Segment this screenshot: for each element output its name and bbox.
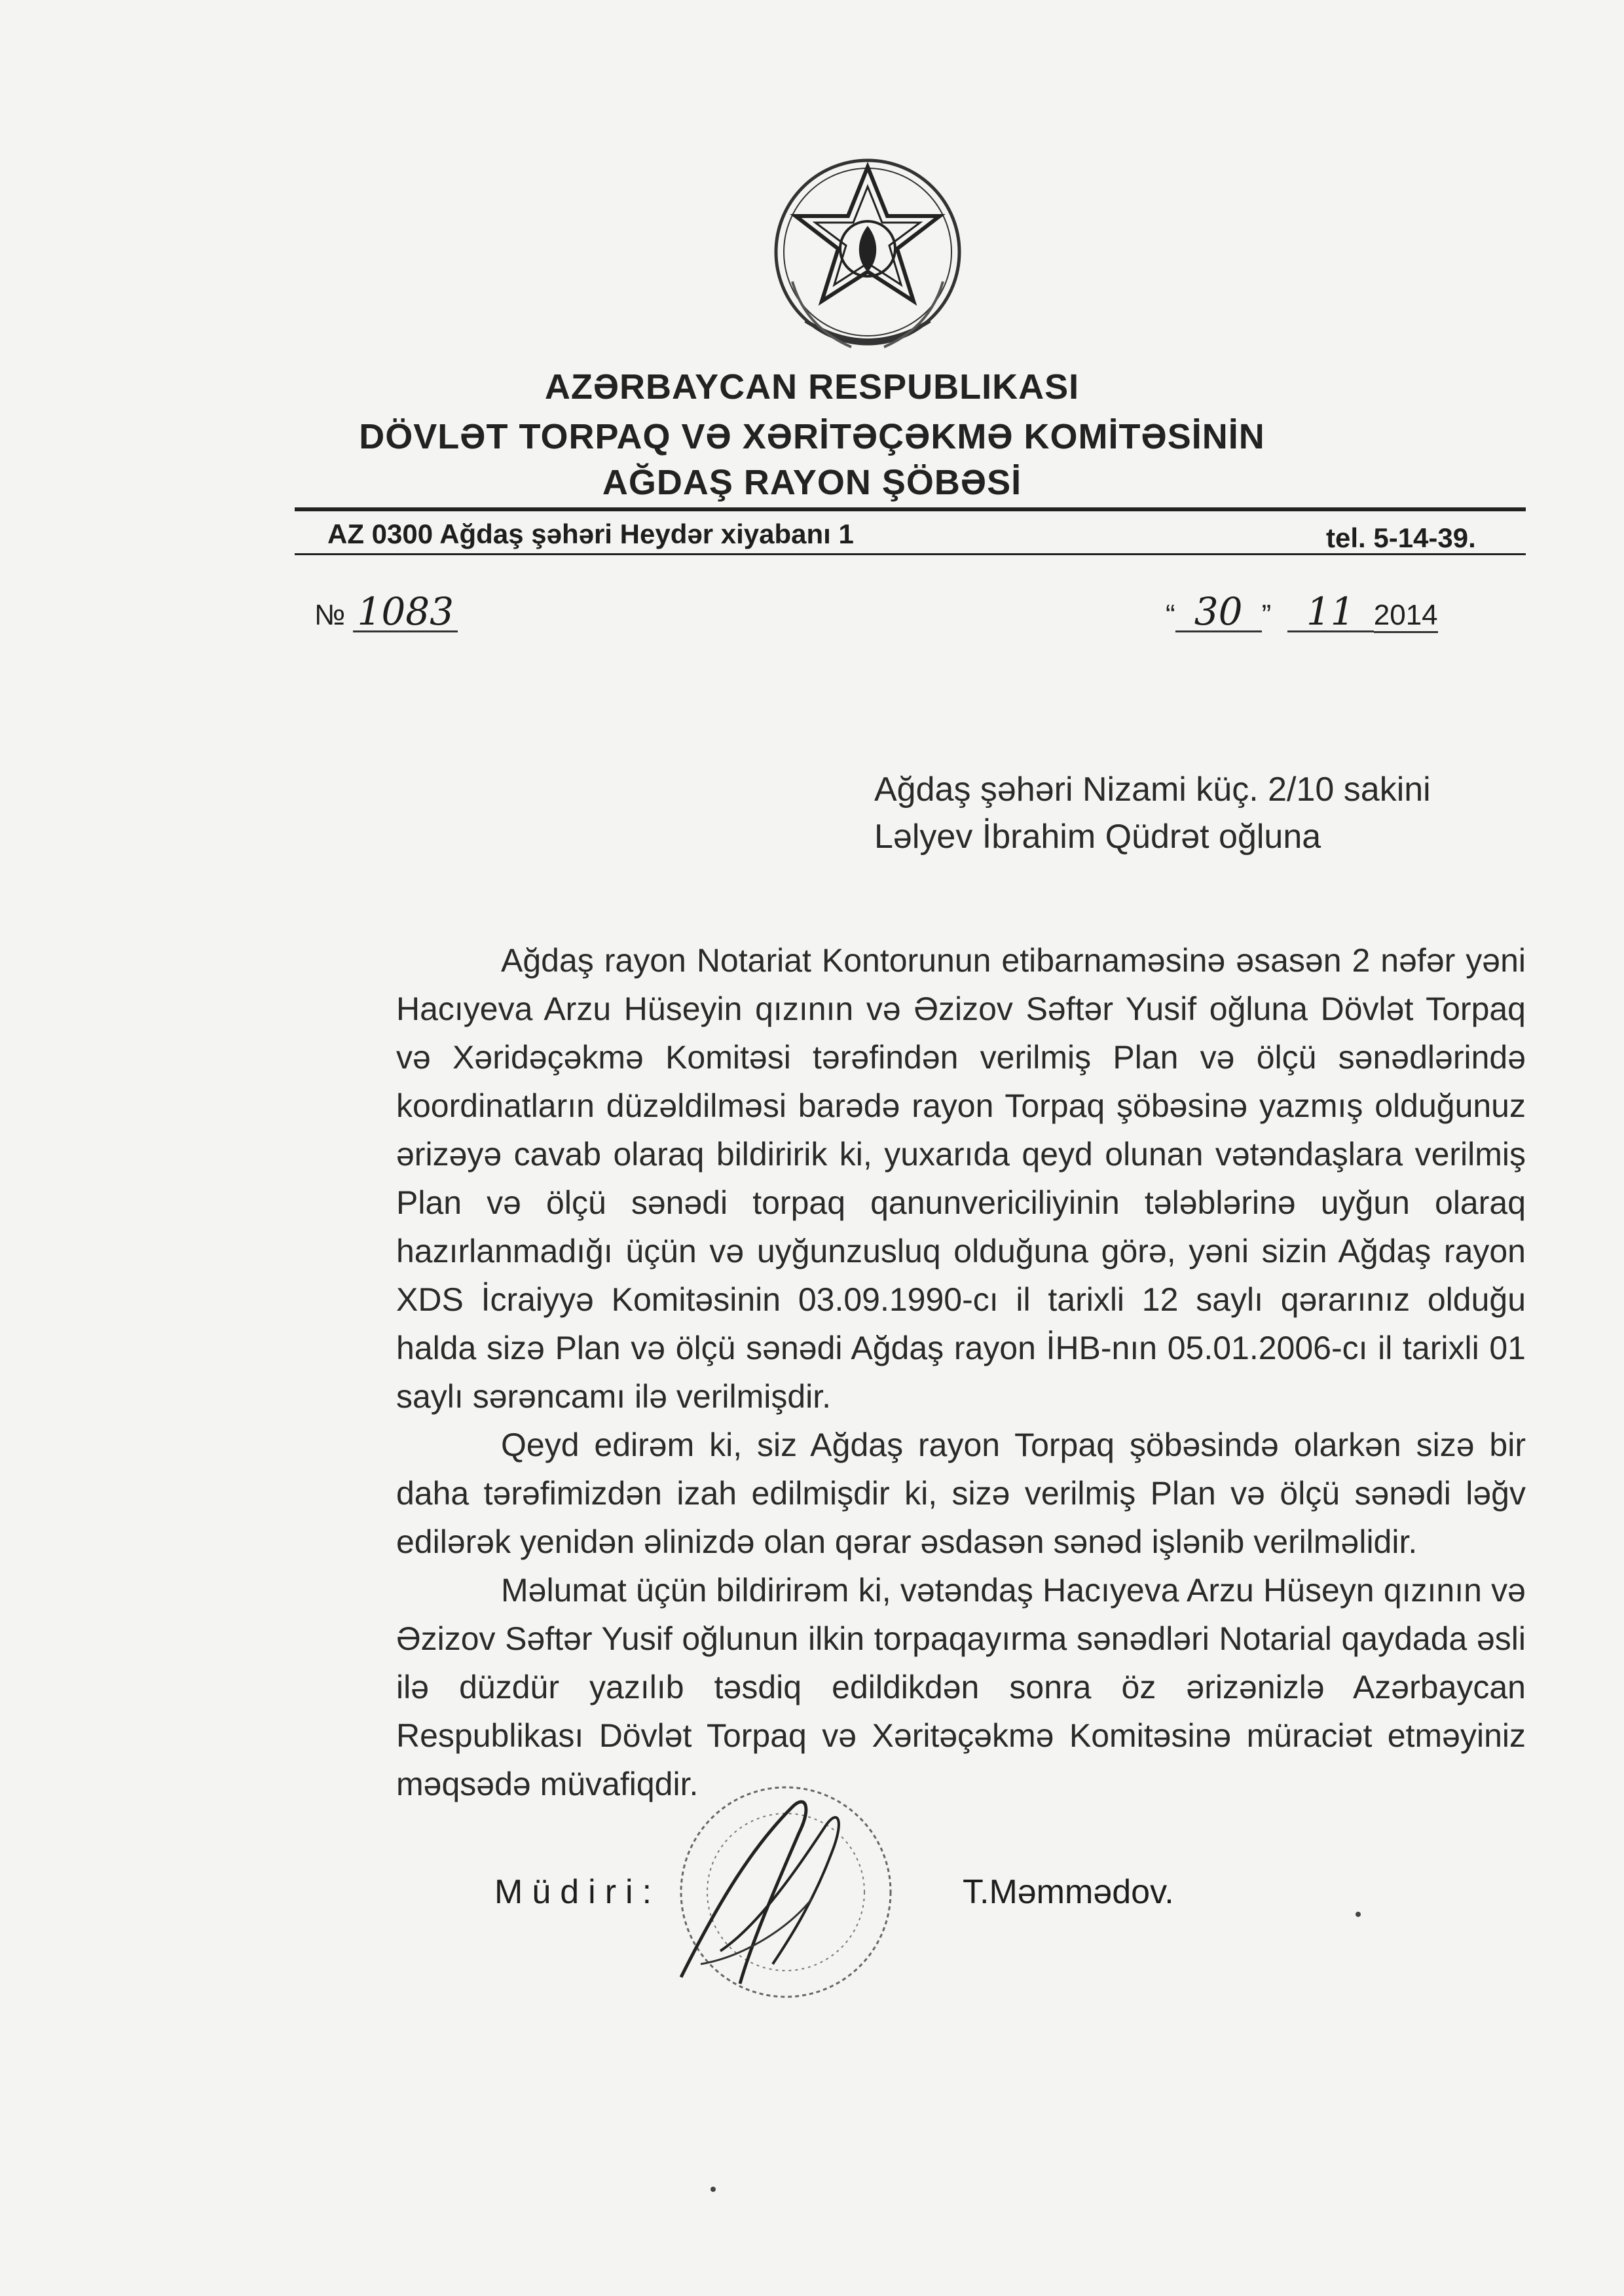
body-paragraph-1: Ağdaş rayon Notariat Kontorunun etibarnaməsinə əsasən 2 nəfər yəni Hacıyeva Arzu Hüseyin qızının və Əzizov Səftər Yusif oğluna Dövlət Torpaq və Xəridəçəkmə Komitəsi tərəfindən verilmiş Plan və ölçü sənədlərində koordinatların düzəldilməsi barədə rayon Torpaq şöbəsinə yazmış olduğunuz ərizəyə cavab olaraq bildiririk ki, yuxarıda qeyd olunan vətəndaşlara verilmiş Plan və ölçü sənədi torpaq qanunvericiliyinin tələblərinə uyğun olaraq hazırlanmadığı üçün və uyğunzusluq olduğuna görə, yəni sizin Ağdaş rayon XDS İcraiyyə Komitəsinin 03.09.1990-cı il tarixli 12 saylı qərarınız olduğu halda sizə Plan və ölçü sənədi Ağdaş rayon İHB-nın 05.01.2006-cı il tarixli 01 saylı sərəncamı ilə verilmişdir. [396, 942, 1526, 1415]
body-paragraph-3: Məlumat üçün bildirirəm ki, vətəndaş Hacıyeva Arzu Hüseyn qızının və Əzizov Səftər Yusif oğlunun ilkin torpaqayırma sənədləri Notarial qaydada əsli ilə düzdür yazılıb təsdiq edildikdən sonra öz ərizənizlə Azərbaycan Respublikası Dövlət Torpaq və Xəritəçəkmə Komitəsinə müraciət etməyiniz məqsədə müvafiqdir. [396, 1572, 1526, 1802]
body-paragraph-2: Qeyd edirəm ki, siz Ağdaş rayon Torpaq şöbəsində olarkən sizə bir daha tərəfimizdən izah edilmişdir ki, sizə verilmiş Plan və ölçü sənədi ləğv edilərək yenidən əlinizdə olan qərar əsdasən sənəd işlənib verilməlidir. [396, 1427, 1526, 1560]
document-number [314, 589, 458, 634]
letter-body [396, 936, 1526, 1808]
date-open-quote: “ [1166, 599, 1175, 631]
header-committee: DÖVLƏT TORPAQ VƏ XƏRİTƏÇƏKMƏ KOMİTƏSİNİN [359, 417, 1265, 456]
addressee-line-1: Ağdaş şəhəri Nizami küç. 2/10 sakini [874, 771, 1431, 809]
state-emblem-icon [766, 151, 969, 367]
header-department: AĞDAŞ RAYON ŞÖBƏSİ [602, 463, 1022, 502]
header-country: AZƏRBAYCAN RESPUBLIKASI [544, 367, 1080, 407]
document-date [1166, 589, 1438, 634]
addressee-block [874, 766, 1431, 860]
signatory-name: T.Məmmədov. [963, 1873, 1174, 1911]
official-seal-signature-icon [642, 1768, 930, 2016]
header-address: AZ 0300 Ağdaş şəhəri Heydər xiyabanı 1 [327, 519, 854, 549]
header-divider-top [295, 507, 1526, 511]
scan-speck [1356, 1912, 1361, 1917]
addressee-line-2: Ləlyev İbrahim Qüdrət oğluna [874, 818, 1321, 856]
date-year: 2014 [1374, 599, 1438, 633]
scan-speck [710, 2187, 716, 2192]
signature-title: Müdiri: [494, 1873, 661, 1911]
date-month: 11 [1287, 592, 1374, 632]
date-close-quote: ” [1261, 599, 1272, 631]
date-day: 30 [1175, 592, 1262, 632]
header-divider-bottom [295, 553, 1526, 555]
header-phone: tel. 5-14-39. [1326, 522, 1476, 553]
number-prefix: № [314, 599, 346, 631]
number-handwritten: 1083 [353, 592, 458, 632]
